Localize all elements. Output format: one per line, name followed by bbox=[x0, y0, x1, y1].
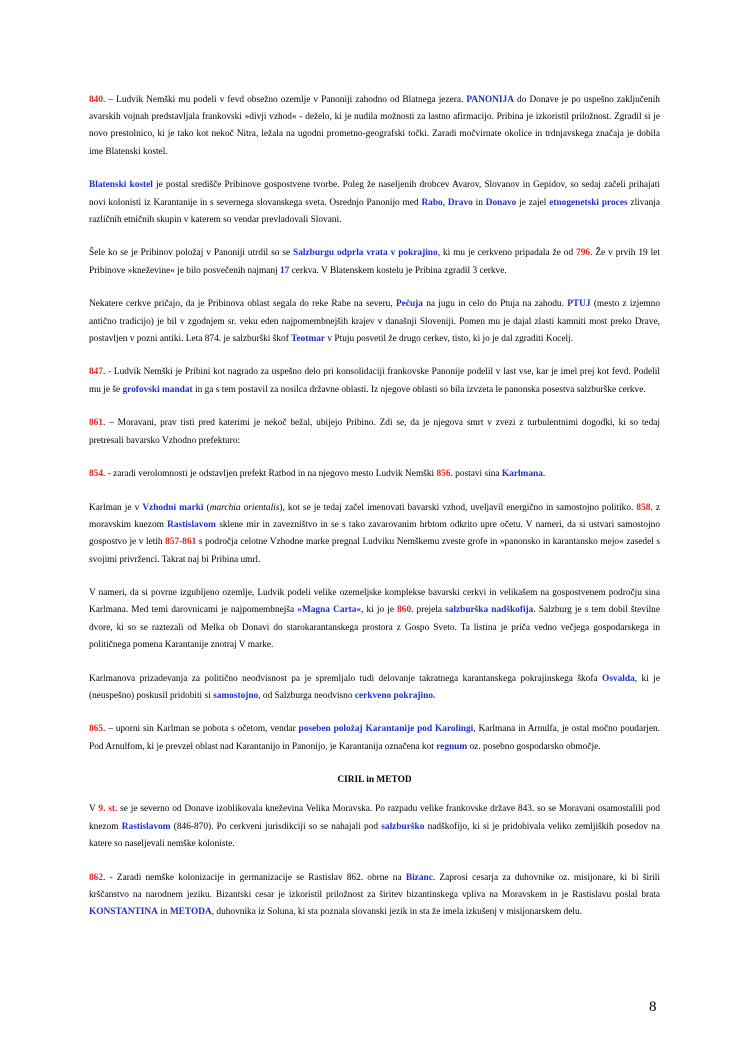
paragraph-862 bbox=[89, 870, 660, 922]
text-run: . postavi sina bbox=[450, 469, 502, 480]
term-highlight: Rastislavom bbox=[121, 821, 171, 832]
text-run: in bbox=[472, 197, 486, 208]
term-highlight: METODA bbox=[169, 906, 212, 917]
term-highlight: cerkveno pokrajino. bbox=[354, 690, 436, 701]
text-run: , ki mu je cerkveno pripadala že od bbox=[437, 248, 577, 259]
text-run: . Salzburg je s tem dobil številne dvore, ki so se raztezali od Melka ob Donavi do starokarantanskega prostora z Gospo Sveto. Ta listina je priča vedno večjega gospodarskega in političnega pomena Karantanije znotraj V marke. bbox=[89, 605, 660, 650]
paragraph-865 bbox=[89, 721, 660, 755]
term-highlight: »Magna Carta« bbox=[297, 605, 362, 616]
text-run: s področja celotne Vzhodne marke pregnal Ludviku Nemškemu zveste grofe in »panonsko in karantansko mejo« zasedel s svojimi privrženci. Takrat naj bi Pribina umrl. bbox=[89, 537, 661, 565]
paragraph-840 bbox=[89, 92, 660, 161]
term-highlight: Vzhodni marki bbox=[142, 502, 204, 513]
text-run: V bbox=[89, 804, 99, 815]
text-run: , ki je (neuspešno) poskusil pridobiti si bbox=[89, 673, 660, 701]
text-run: , duhovnika iz Soluna, ki sta poznala slovanski jezik in sta že imela izkušenj v misijonarskem delu. bbox=[211, 906, 583, 917]
date-highlight: 796 bbox=[576, 248, 591, 259]
text-run: . prejela bbox=[411, 605, 446, 616]
term-highlight: PTUJ bbox=[567, 299, 591, 310]
text-run: Nekatere cerkve pričajo, da je Pribinova oblast segala do reke Rabe na severu, bbox=[89, 299, 396, 310]
paragraph-blatenski-kostel bbox=[89, 177, 660, 229]
text-run: nadškofijo, ki si je pridobivala veliko zemljiških posedov na katere so naseljevali nemške koloniste. bbox=[89, 821, 660, 849]
text-run: ), kot se je tedaj začel imenovati bavarski vzhod, uveljavil energično in samostojno politiko. bbox=[279, 502, 637, 513]
term-highlight: poseben položaj Karantanije pod Karolingi bbox=[298, 724, 474, 735]
text-run: zlivanja različnih etničnih skupin v katerem so vendar prevladovali Slovani. bbox=[89, 197, 660, 225]
term-highlight: PANONIJA bbox=[466, 95, 514, 105]
date-highlight: 857-861 bbox=[165, 537, 197, 548]
date-highlight: 860 bbox=[397, 605, 412, 616]
text-run: . - Ludvik Nemški je Pribini kot nagrado za uspešno delo pri konsolidaciji frankovske Panonije podelil v last vse, kar je imel prej kot fevd. Podelil mu je še bbox=[89, 367, 660, 395]
date-highlight: 9. st. bbox=[98, 804, 118, 815]
term-highlight: grofovski mandat bbox=[122, 384, 193, 395]
text-run: , bbox=[442, 197, 448, 208]
term-highlight: Pečuja bbox=[395, 299, 423, 310]
date-highlight: 854 bbox=[89, 469, 104, 480]
text-run: je postal središče Pribinove gospostvene tvorbe. Poleg že naseljenih drobcev Avarov, Slovanov in Gepidov, so sedaj začeli prihajati novi kolonisti iz Karantanije in s severnega slovanskega sveta. Osrednjo Panonijo med bbox=[89, 180, 660, 208]
text-run: . z moravskim knezom bbox=[89, 502, 660, 531]
term-highlight: etnogenetski proces bbox=[549, 197, 628, 208]
term-highlight: samostojno bbox=[213, 690, 259, 701]
text-run: v Ptuju posvetil že drugo cerkev, tisto, ki jo je dal zgraditi Kocelj. bbox=[325, 333, 574, 344]
paragraph-ptuj bbox=[89, 296, 660, 348]
text-run: do Donave je po uspešno zaključenih avarskih vojnah predstavljala frankovski »divji vzhod« - deželo, ki je nudila možnosti za lastno afirmacijo. Pribina je izkoristil priložnost. Zgradil si je novo prestolnico, ki je tako kot nekoč Nitra, ležala na ugodni prometno-geografski točki. Zaradi močvirnate okolice in trdnjavskega značaja je dobila ime Blatenski kostel. bbox=[89, 95, 660, 157]
paragraph-karlman bbox=[89, 500, 660, 569]
text-run: , ki jo je bbox=[361, 605, 398, 616]
page-number: 8 bbox=[649, 999, 657, 1015]
term-highlight: salzburško bbox=[381, 821, 425, 832]
text-run: oz. posebno gospodarsko območje. bbox=[467, 741, 601, 752]
term-highlight: KONSTANTINA bbox=[89, 906, 158, 917]
term-highlight: 17 bbox=[279, 265, 290, 276]
text-run: , od Salzburga neodvisno bbox=[258, 690, 355, 701]
term-highlight: Osvalda bbox=[602, 673, 635, 684]
paragraph-salzburg bbox=[89, 245, 660, 279]
text-run: ( bbox=[203, 502, 210, 513]
date-highlight: 862 bbox=[89, 872, 104, 883]
text-run: Karlmanova prizadevanja za politično neodvisnost pa je spremljalo tudi delovanje takratnega karantanskega pokrajinskega škofa bbox=[89, 673, 603, 684]
text-run: . – uporni sin Karlman se pobota s očetom, vendar bbox=[103, 724, 299, 735]
text-run: . Zaprosi cesarja za duhovnike oz. misijonare, ki bi širili krščanstvo na narodnem jeziku. Bizantski cesar je izkoristil priložnost za širitev bizantinskega vpliva na Moravskem in je Rastislavu poslal brata bbox=[89, 872, 660, 900]
section-heading: CIRIL in METOD bbox=[337, 775, 412, 786]
term-highlight: Rabo bbox=[421, 197, 443, 208]
term-highlight: Bizanc bbox=[405, 872, 433, 883]
paragraph-847 bbox=[89, 364, 660, 398]
date-highlight: 856 bbox=[436, 469, 451, 480]
term-highlight: salzburška nadškofija bbox=[445, 605, 534, 616]
italic-text: marchia orientalis bbox=[209, 502, 280, 513]
date-highlight: 861 bbox=[89, 418, 104, 429]
paragraph-854 bbox=[89, 466, 660, 483]
text-run: . bbox=[542, 469, 546, 480]
text-run: cerkva. V Blatenskem kostelu je Pribina zgradil 3 cerkve. bbox=[289, 265, 507, 276]
date-highlight: 847 bbox=[89, 367, 104, 378]
document-page bbox=[89, 92, 660, 938]
text-run: Šele ko se je Pribinov položaj v Panoniji utrdil so se bbox=[89, 248, 294, 259]
text-run: Karlman je v bbox=[89, 502, 143, 513]
term-highlight: Dravo bbox=[447, 197, 473, 208]
term-highlight: Salzburgu odprla vrata v pokrajino bbox=[293, 248, 438, 259]
term-highlight: regnum bbox=[436, 741, 468, 752]
text-run: . Že v prvih 19 let Pribinove »kneževine« je bilo posvečenih najmanj bbox=[89, 248, 660, 276]
text-run: , Karlmana in Arnulfa, je ostal močno poudarjen. Pod Arnulfom, ki je prevzel oblast nad Karantanijo in Panonijo, je Karantanija označena kot bbox=[89, 724, 660, 752]
text-run: . - zaradi verolomnosti je odstavljen prefekt Ratbod in na njegovo mesto Ludvik Nemški bbox=[103, 469, 437, 480]
text-run: (mesto z izjemno antično tradicijo) je bil v zgodnjem sr. veku eden najpomembnejših krajev v današnji Sloveniji. Pomen mu je dajal zlasti kamniti most preko Drave, postavljen v pozni antiki. Leta 874. je salzburški škof bbox=[89, 299, 661, 344]
text-run: je zajel bbox=[516, 197, 550, 208]
text-run: . – Ludvik Nemški mu podeli v fevd obsežno ozemlje v Panoniji zahodno od Blatnega jezera. bbox=[103, 95, 467, 105]
text-run: V nameri, da si povrne izgubljeno ozemlje, Ludvik podeli velike ozemeljske komplekse bavarski cerkvi in velikašem na gospostvenem področju sina Karlmana. Med temi darovnicami je najpomembnejša bbox=[89, 588, 660, 616]
text-run: . - Zaradi nemške kolonizacije in germanizacije se Rastislav 862. obrne na bbox=[103, 872, 406, 883]
text-run: in ga s tem postavil za nosilca državne oblasti. Iz njegove oblasti so bila izvzeta le panonska posestva salzburške cerkve. bbox=[192, 384, 646, 395]
term-highlight: Rastislavom bbox=[167, 520, 216, 531]
paragraph-magna-carta bbox=[89, 585, 660, 654]
paragraph-osvald bbox=[89, 671, 660, 705]
paragraph-861 bbox=[89, 415, 660, 449]
date-highlight: 865 bbox=[89, 724, 104, 735]
term-highlight: Donavo bbox=[485, 197, 517, 208]
date-highlight: 840 bbox=[89, 95, 104, 105]
text-run: . – Moravani, prav tisti pred katerimi je nekoč bežal, ubijejo Pribino. Zdi se, da je njegova smrt v zvezi z turbulentnimi dogodki, ki so tedaj pretresali bavarsko Vzhodno prefekturo: bbox=[89, 418, 660, 446]
text-run: sklene mir in zavezništvo in se s tako zavarovanim hrbtom odkrito upre očetu. V nameri, da si ustvari samostojno gospostvo je v letih bbox=[89, 520, 660, 548]
text-run: na jugu in celo do Ptuja na zahodu. bbox=[422, 299, 568, 310]
date-highlight: 858 bbox=[636, 502, 651, 513]
text-run: in bbox=[157, 906, 170, 917]
text-run: (846-870). Po cerkveni jurisdikciji so se nahajali pod bbox=[170, 821, 382, 832]
text-run: se je severno od Donave izoblikovala kneževina Velika Moravska. Po razpadu velike frankovske države 843. so se Moravani osamostalili pod knezom bbox=[89, 804, 660, 832]
paragraph-velika-moravska bbox=[89, 801, 660, 853]
term-highlight: Karlmana bbox=[501, 469, 543, 480]
term-highlight: Blatenski kostel bbox=[89, 180, 153, 191]
term-highlight: Teotmar bbox=[291, 333, 326, 344]
